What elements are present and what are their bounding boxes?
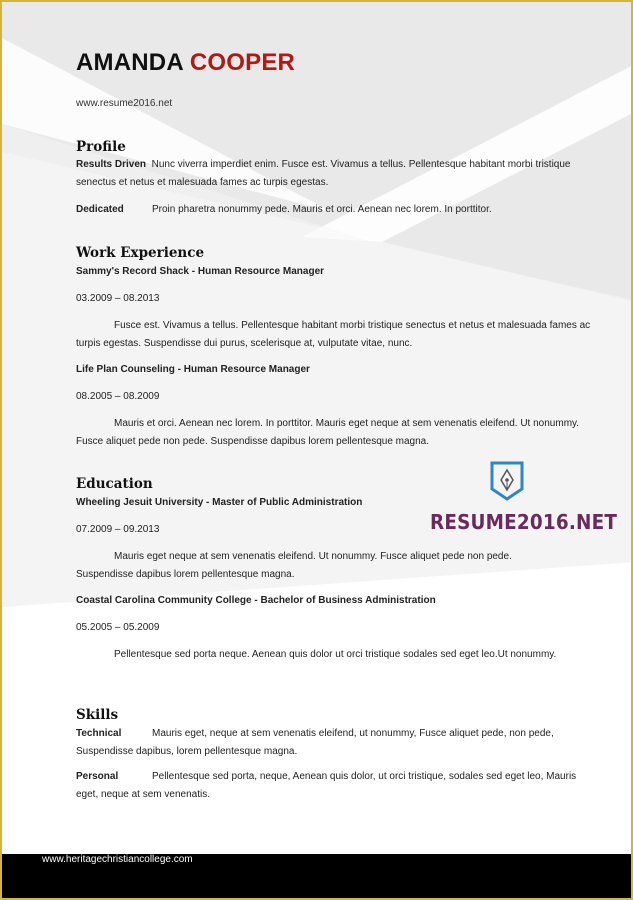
section-title-work-experience: Work Experience [76,245,205,261]
section-title-profile: Profile [76,139,126,155]
profile-item-text: Nunc viverra imperdiet enim. Fusce est. Vivamus a tellus. Pellentesque habitant morbi tristique senectus et netus et malesuada fames ac turpis egestas. [76,159,571,188]
last-name: COOPER [189,49,296,76]
profile-item-text: Proin pharetra nonummy pede. Mauris et orci. Aenean nec lorem. In porttitor. [152,204,492,215]
skill-item-label: Personal [76,771,119,782]
skill-item [76,725,591,760]
background-diagonal-shapes [2,2,633,900]
job-description: Mauris et orci. Aenean nec lorem. In porttitor. Mauris eget neque at sem venenatis eleifend. Ut nonummy. Fusce aliquet pede non pede. Suspendisse dapibus lorem pellentesque magna. [76,418,580,447]
pen-nib-shield-icon [489,460,525,502]
skill-item-text: Mauris eget, neque at sem venenatis eleifend, ut nonummy, Fusce aliquet pede, non pede, Suspendisse dapibus, lorem pellentesque magna. [76,728,554,757]
education-heading: Coastal Carolina Community College - Bachelor of Business Administration [76,595,436,606]
profile-item-label: Results Driven [76,159,147,170]
section-title-skills: Skills [76,707,119,723]
footer-url[interactable]: www.heritagechristiancollege.com [42,854,193,865]
job-heading: Life Plan Counseling - Human Resource Manager [76,364,310,375]
education-dates: 07.2009 – 09.2013 [76,524,160,535]
education-description: Mauris eget neque at sem venenatis eleifend. Ut nonummy. Fusce aliquet pede non pede. Suspendisse dapibus lorem pellentesque magna. [76,551,512,580]
job-heading: Sammy's Record Shack - Human Resource Manager [76,266,325,277]
first-name: AMANDA [76,49,183,76]
skill-item-label: Technical [76,728,122,739]
skill-item-text: Pellentesque sed porta, neque, Aenean quis dolor, ut orci tristique, sodales sed eget leo, Mauris eget, neque at sem venenatis. [76,771,577,800]
profile-item [76,201,596,219]
footer-bar [2,854,633,900]
job-description: Fusce est. Vivamus a tellus. Pellentesque habitant morbi tristique senectus et netus et malesuada fames ac turpis egestas. Suspendisse dui purus, scelerisque at, vulputate vitae, nunc. [76,320,591,349]
logo-text: RESUME2016.NET [430,510,618,534]
section-title-education: Education [76,476,153,492]
profile-item [76,156,596,191]
education-description: Pellentesque sed porta neque. Aenean quis dolor ut orci tristique sodales sed eget leo.Ut nonummy. [114,649,557,660]
education-heading: Wheeling Jesuit University - Master of Public Administration [76,497,363,508]
candidate-name [76,49,295,77]
education-dates: 05.2005 – 05.2009 [76,622,160,633]
profile-item-label: Dedicated [76,204,124,215]
job-dates: 08.2005 – 08.2009 [76,391,160,402]
job-dates: 03.2009 – 08.2013 [76,293,160,304]
skill-item [76,768,591,803]
website-link[interactable]: www.resume2016.net [76,98,173,109]
